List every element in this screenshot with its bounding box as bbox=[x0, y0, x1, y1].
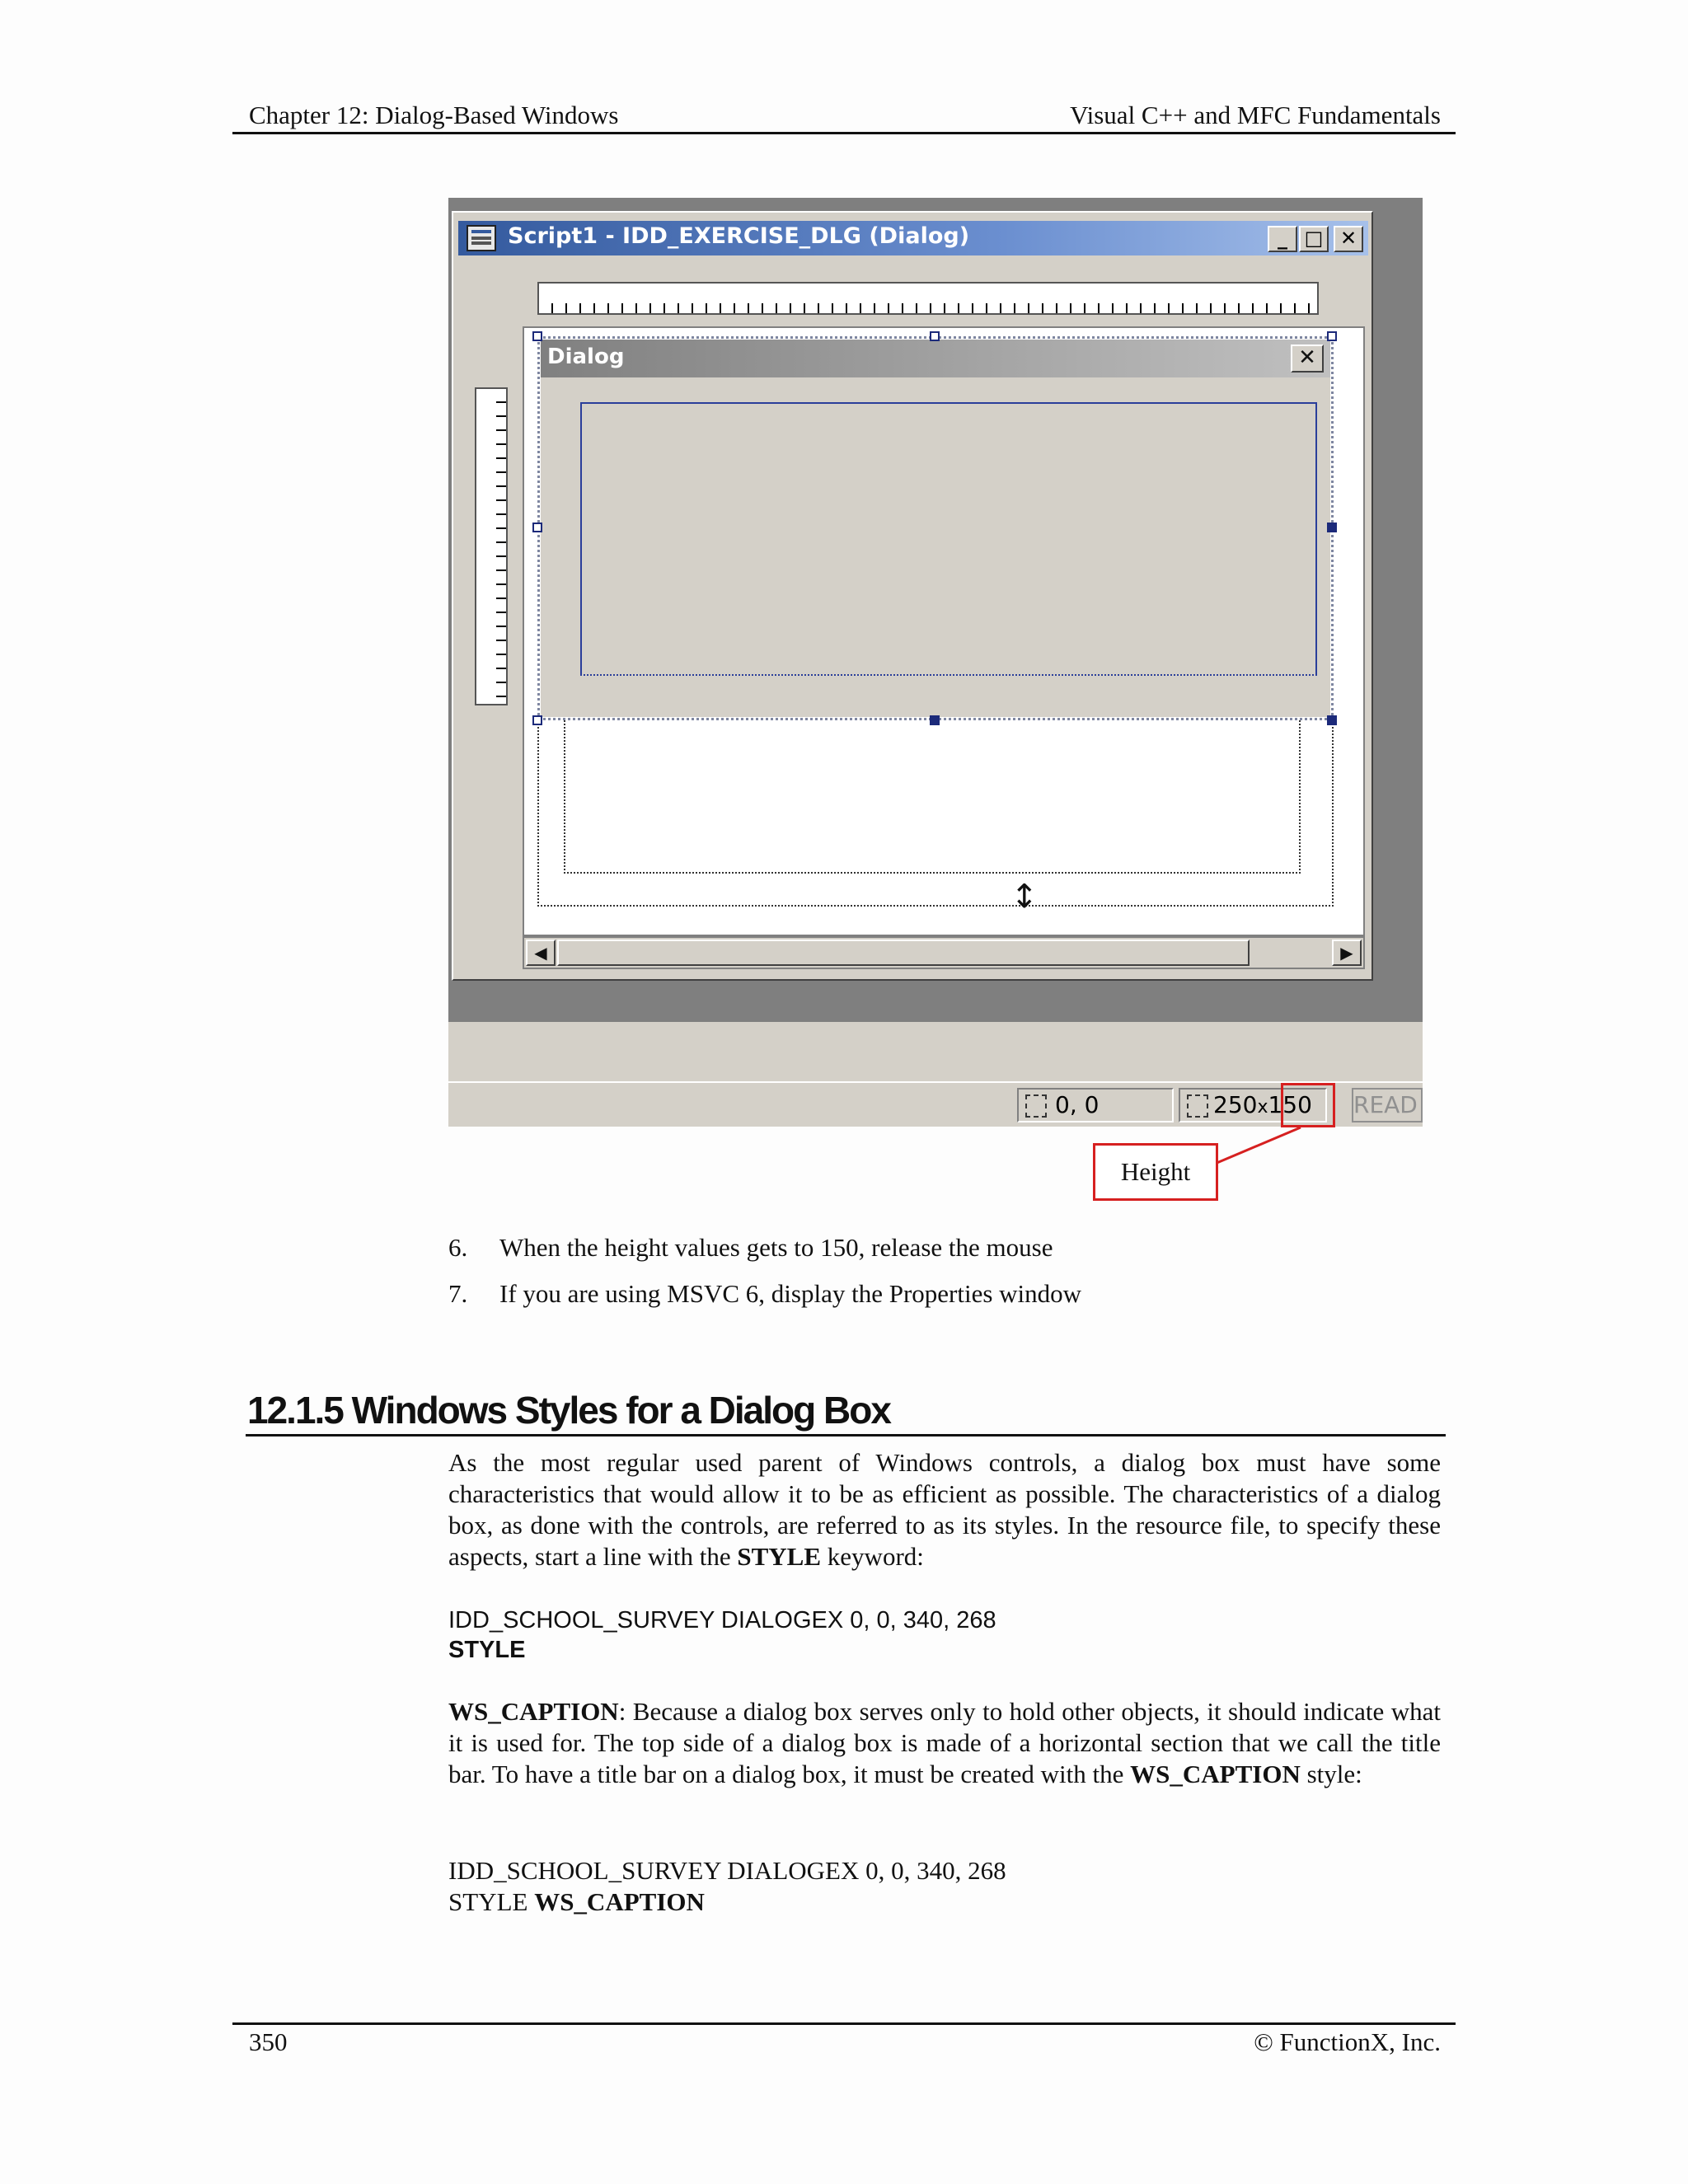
code-ws-caption: WS_CAPTION bbox=[534, 1887, 705, 1916]
code-line: IDD_SCHOOL_SURVEY DIALOGEX 0, 0, 340, 268 bbox=[448, 1856, 1006, 1885]
section-heading: 12.1.5 Windows Styles for a Dialog Box bbox=[247, 1389, 890, 1432]
dialog-titlebar bbox=[541, 340, 1330, 377]
horizontal-scrollbar[interactable] bbox=[523, 936, 1365, 969]
scroll-thumb[interactable] bbox=[557, 940, 1250, 966]
status-position-pane bbox=[1017, 1088, 1174, 1122]
para2-text: : Because a dialog box serves only to hold other objects, it should indicate what it is used for. The top side of a dialog box is made of a horizontal section that we call the title bar. To have a title bar on a dialog box, it must be created with the bbox=[448, 1697, 1441, 1788]
status-position: 0, 0 bbox=[1055, 1091, 1100, 1118]
dialog-title: Dialog bbox=[547, 344, 625, 369]
section-rule bbox=[246, 1434, 1446, 1436]
dialog-close-icon: ✕ bbox=[1291, 344, 1324, 373]
resize-handle[interactable] bbox=[532, 715, 542, 725]
style-keyword: STYLE bbox=[737, 1542, 822, 1571]
paragraph-styles-intro bbox=[448, 1447, 1441, 1572]
list-item bbox=[448, 1233, 1437, 1266]
step-number: 7. bbox=[448, 1279, 468, 1308]
header-chapter: Chapter 12: Dialog-Based Windows bbox=[249, 101, 619, 129]
window-title: Script1 - IDD_EXERCISE_DLG (Dialog) bbox=[508, 223, 970, 249]
step-text: If you are using MSVC 6, display the Properties window bbox=[499, 1279, 1082, 1308]
status-read-pane: READ bbox=[1352, 1088, 1423, 1122]
para2-end: style: bbox=[1300, 1760, 1362, 1788]
height-highlight-box bbox=[1281, 1083, 1335, 1127]
resize-cursor-icon: ↕ bbox=[1010, 878, 1039, 916]
resize-handle[interactable] bbox=[1327, 331, 1337, 341]
status-height: 150 bbox=[1268, 1091, 1312, 1118]
maximize-button[interactable]: □ bbox=[1299, 226, 1329, 252]
position-icon bbox=[1025, 1094, 1047, 1118]
status-width: 250 bbox=[1213, 1091, 1258, 1118]
horizontal-ruler bbox=[537, 282, 1319, 315]
paragraph-ws-caption bbox=[448, 1696, 1441, 1790]
design-canvas[interactable] bbox=[523, 326, 1365, 936]
callout-pointer bbox=[1203, 1124, 1335, 1174]
code-line-style-caption bbox=[448, 1887, 705, 1917]
height-callout-label: Height bbox=[1093, 1143, 1218, 1201]
header-rule bbox=[232, 132, 1456, 134]
figure-screenshot bbox=[448, 198, 1423, 1127]
dialog-preview[interactable] bbox=[541, 340, 1330, 717]
dialog-editor-window bbox=[452, 211, 1373, 981]
code-style-keyword: STYLE bbox=[448, 1887, 535, 1916]
code-line: IDD_SCHOOL_SURVEY DIALOGEX 0, 0, 340, 268 bbox=[448, 1607, 996, 1633]
para1-end: keyword: bbox=[821, 1542, 924, 1571]
resize-handle[interactable] bbox=[930, 715, 940, 725]
page-number: 350 bbox=[249, 2027, 288, 2056]
code-line-style: STYLE bbox=[448, 1637, 526, 1663]
para1-text: As the most regular used parent of Windows controls, a dialog box must have some characteristics that would allow it to be as efficient as possible. The characteristics of a dialog box, as done with the controls, are referred to as its styles. In the resource file, to specify these aspects, start a line with the bbox=[448, 1448, 1441, 1571]
size-icon bbox=[1187, 1094, 1208, 1118]
step-number: 6. bbox=[448, 1233, 468, 1262]
dialog-margin-guide bbox=[580, 402, 1317, 676]
window-titlebar[interactable] bbox=[458, 221, 1368, 255]
scroll-right-icon[interactable]: ▶ bbox=[1332, 940, 1362, 966]
ws-caption-term: WS_CAPTION bbox=[448, 1697, 619, 1726]
close-button[interactable]: ✕ bbox=[1334, 226, 1363, 252]
app-icon bbox=[467, 225, 496, 251]
status-size-separator: x bbox=[1257, 1097, 1268, 1118]
resize-handle[interactable] bbox=[1327, 715, 1337, 725]
resize-handle[interactable] bbox=[930, 331, 940, 341]
vertical-ruler bbox=[475, 387, 508, 705]
footer-rule bbox=[232, 2022, 1456, 2025]
resize-handle[interactable] bbox=[1327, 523, 1337, 532]
header-book-title: Visual C++ and MFC Fundamentals bbox=[1070, 101, 1441, 129]
list-item bbox=[448, 1279, 1437, 1312]
minimize-button[interactable]: _ bbox=[1268, 226, 1297, 252]
step-text: When the height values gets to 150, release the mouse bbox=[499, 1233, 1053, 1262]
status-bar bbox=[448, 1022, 1423, 1127]
footer-copyright: © FunctionX, Inc. bbox=[1254, 2027, 1441, 2056]
resize-handle[interactable] bbox=[532, 331, 542, 341]
resize-outline-inner bbox=[564, 720, 1301, 874]
ws-caption-term-2: WS_CAPTION bbox=[1130, 1760, 1301, 1788]
scroll-left-icon[interactable]: ◀ bbox=[526, 940, 556, 966]
resize-handle[interactable] bbox=[532, 523, 542, 532]
